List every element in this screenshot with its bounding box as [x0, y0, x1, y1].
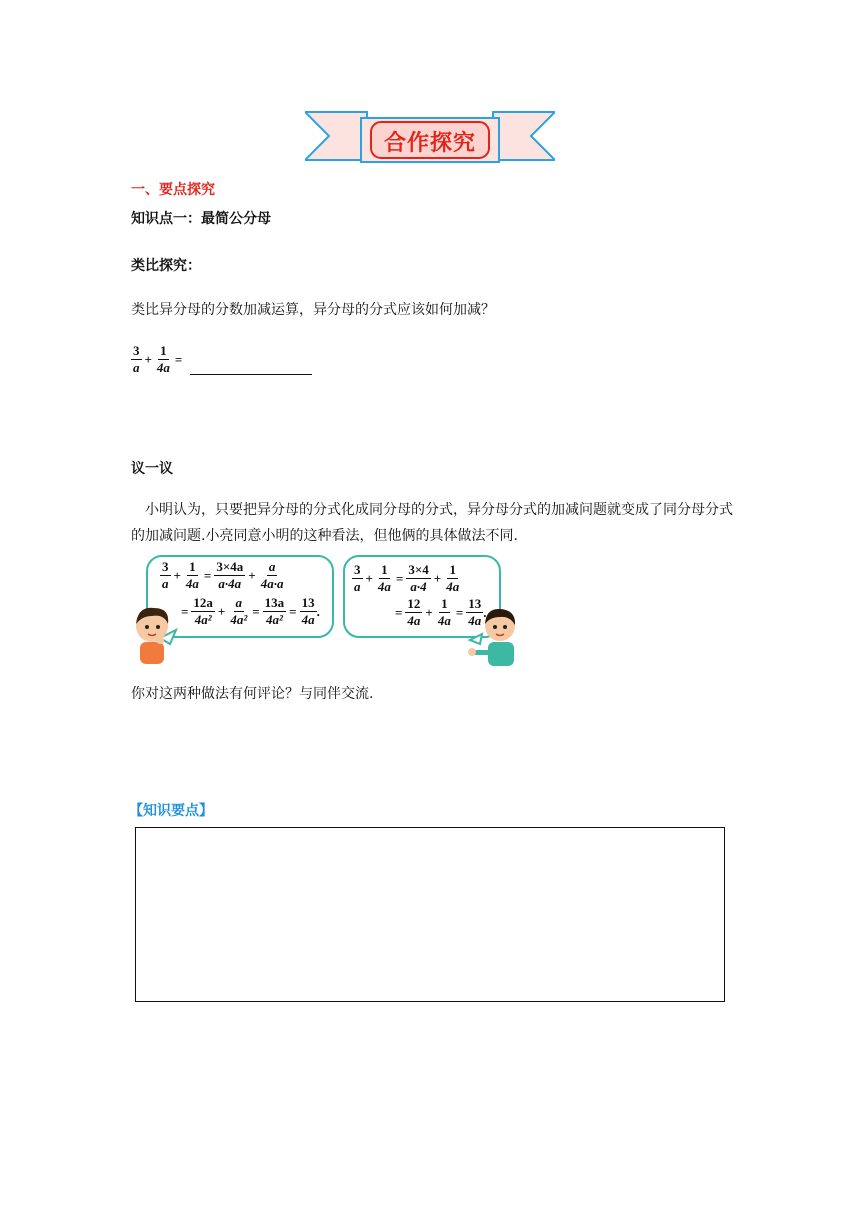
- plus-sign: +: [144, 351, 152, 367]
- fraction: $\frac{1}{4a}$: [156, 343, 170, 375]
- fraction: $\frac{3}{a}$: [133, 343, 140, 375]
- analogy-question: 类比异分母的分数加减运算，异分母的分式应该如何加减？: [131, 302, 495, 318]
- discuss-prompt: 你对这两种做法有何评论？与同伴交流.: [131, 686, 374, 702]
- banner-title: 合作探究: [383, 131, 476, 156]
- title-banner: [305, 104, 555, 170]
- knowledge-point-heading: 知识点一：最简公分母: [131, 211, 271, 227]
- method2-line2: = $\frac{12}{4a}$ + $\frac{1}{4a}$ = $\frac{13}{4a}$ .: [395, 596, 487, 628]
- discuss-paragraph: 小明认为，只要把异分母的分式化成同分母的分式，异分母分式的加减问题就变成了同分母分式的加减问题.小亮同意小明的这种看法，但他俩的具体做法不同.: [131, 502, 733, 544]
- method1-line1: $\frac{3}{a}$ + $\frac{1}{4a}$ = $\frac{3\times 4a}{a\cdot 4a}$ + $\frac{a}{4a\cdot a}$: [162, 559, 284, 591]
- key-points-box[interactable]: [135, 827, 725, 1002]
- answer-blank[interactable]: [190, 374, 312, 375]
- equals-sign: =: [174, 351, 183, 367]
- analogy-heading: 类比探究：: [131, 258, 201, 274]
- fraction-expression: [131, 344, 185, 375]
- method2-line1: $\frac{3}{a}$ + $\frac{1}{4a}$ = $\frac{3\times 4}{a\cdot 4}$ + $\frac{1}{4a}$: [354, 562, 460, 594]
- key-points-heading: 【知识要点】: [129, 803, 213, 819]
- section-heading: 一、要点探究: [131, 182, 215, 198]
- method1-line2: = $\frac{12a}{\text{4a²}}$ + $\frac{a}{\text{4a²}}$ = $\frac{13a}{\text{4a²}}$ = $\frac{13}{4a}$ .: [181, 595, 320, 627]
- discuss-heading: 议一议: [131, 461, 173, 477]
- boy-pointing-figure: [466, 604, 522, 668]
- boy-thinking-figure: [130, 600, 178, 666]
